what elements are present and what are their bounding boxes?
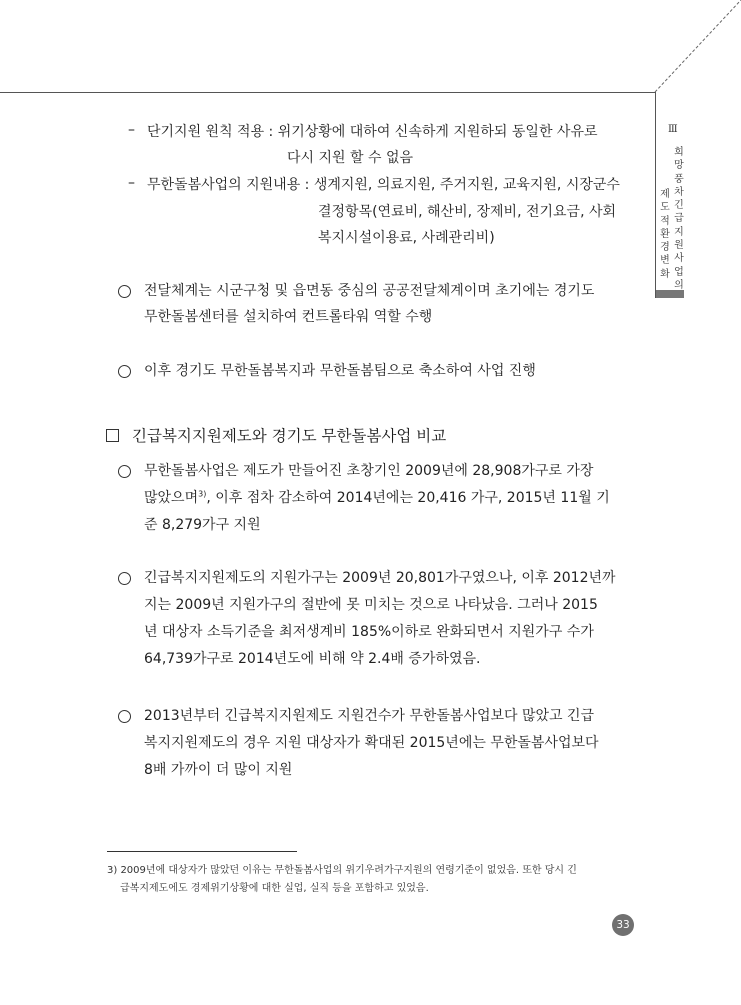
item-short-term-principle-cont: 다시 지원 할 수 없음 xyxy=(287,150,413,166)
para-reduction: 이후 경기도 무한돌봄복지과 무한돌봄팀으로 축소하여 사업 진행 xyxy=(144,363,536,379)
footnote-line-2: 급복지제도에도 경제위기상황에 대한 실업, 실직 등을 포함하고 있었음. xyxy=(120,883,429,894)
para-emergency-support-line-2: 지는 2009년 지원가구의 절반에 못 미치는 것으로 나타났음. 그러나 2015 xyxy=(144,597,598,613)
circle-bullet xyxy=(118,465,131,478)
para-infinite-care-line-3: 준 8,279가구 지원 xyxy=(144,517,261,533)
para-delivery-system-line-1: 전달체계는 시군구청 및 읍면동 중심의 공공전달체계이며 초기에는 경기도 xyxy=(144,283,595,299)
para-comparison-line-2: 복지지원제도의 경우 지원 대상자가 확대된 2015년에는 무한돌봄사업보다 xyxy=(144,735,599,751)
page-corner-decoration xyxy=(640,0,741,100)
page-number: 33 xyxy=(612,914,634,936)
footnote-rule xyxy=(107,851,297,852)
item-short-term-principle: 단기지원 원칙 적용 : 위기상황에 대하여 신속하게 지원하되 동일한 사유로 xyxy=(147,124,598,140)
circle-bullet xyxy=(118,572,131,585)
para-comparison-line-3: 8배 가까이 더 많이 지원 xyxy=(144,762,293,778)
side-tab-rule xyxy=(655,92,656,298)
square-bullet xyxy=(106,429,119,442)
para-comparison-line-1: 2013년부터 긴급복지지원제도 지원건수가 무한돌봄사업보다 많았고 긴급 xyxy=(144,708,595,724)
footnote-line-1: 3) 2009년에 대상자가 많았던 이유는 무한돌봄사업의 위기우려가구지원의 연령기준이 없었음. 또한 당시 긴 xyxy=(107,865,577,876)
section-heading: 긴급복지지원제도와 경기도 무한돌봄사업 비교 xyxy=(132,427,447,445)
item-support-content-cont-1: 결정항목(연료비, 해산비, 장제비, 전기요금, 사회 xyxy=(318,204,617,220)
para-delivery-system-line-2: 무한돌봄센터를 설치하여 컨트롤타워 역할 수행 xyxy=(144,309,433,325)
circle-bullet xyxy=(118,285,131,298)
para-infinite-care-line-1: 무한돌봄사업은 제도가 만들어진 초창기인 2009년에 28,908가구로 가장 xyxy=(144,463,594,479)
item-support-content-cont-2: 복지시설이용료, 사례관리비) xyxy=(318,230,495,246)
circle-bullet xyxy=(118,365,131,378)
dash-marker: – xyxy=(128,122,135,138)
chapter-title-line-2: 제도적 환경 변화 xyxy=(660,189,670,280)
header-rule xyxy=(0,92,656,93)
chapter-number: Ⅲ xyxy=(668,124,678,135)
chapter-title-line-1: 희망풍차 긴급지원사업의 xyxy=(674,147,684,291)
para-emergency-support-line-4: 64,739가구로 2014년도에 비해 약 2.4배 증가하였음. xyxy=(144,651,481,667)
para-emergency-support-line-1: 긴급복지지원제도의 지원가구는 2009년 20,801가구였으나, 이후 2012년까 xyxy=(144,570,616,586)
para-emergency-support-line-3: 년 대상자 소득기준을 최저생계비 185%이하로 완화되면서 지원가구 수가 xyxy=(144,624,594,640)
footnote-ref: 3) xyxy=(198,489,207,499)
item-support-content: 무한돌봄사업의 지원내용 : 생계지원, 의료지원, 주거지원, 교육지원, 시장군수 xyxy=(147,177,620,193)
para-infinite-care-line-2: 많았으며$^{3)}$, 이후 점차 감소하여 2014년에는 20,416 가구, 2015년 11월 기 xyxy=(144,489,610,506)
circle-bullet xyxy=(118,710,131,723)
dash-marker: – xyxy=(128,175,135,191)
